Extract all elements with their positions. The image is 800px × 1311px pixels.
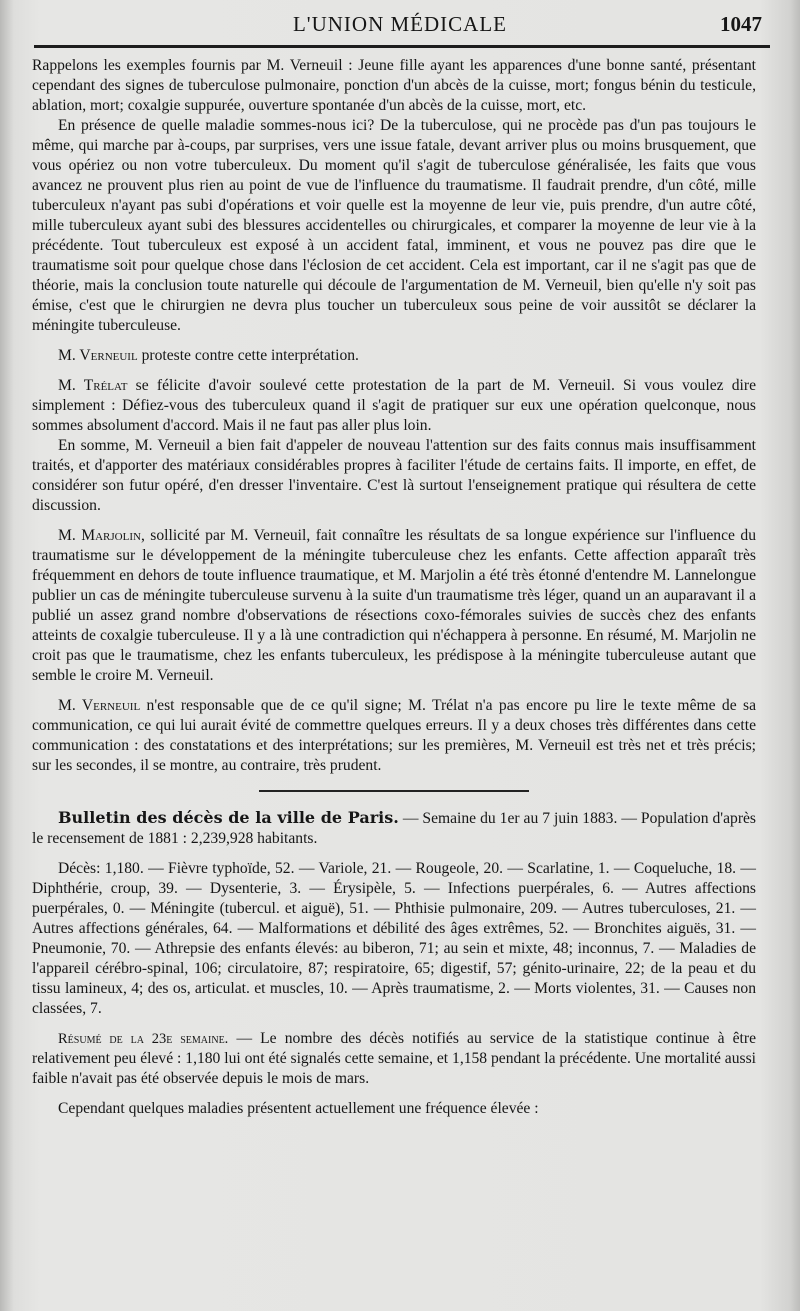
resume-text: — Le nombre des décès notifiés au service de la statistique continue à être relativement peu élevé : 1,180 lui ont été signalés cette semaine, et 1,158 pendant la précédente. Une mortalité aussi faible n'avait pas été observée depuis le mois de mars. [32,1030,756,1087]
paragraph-en-somme: En somme, M. Verneuil a bien fait d'appeler de nouveau l'attention sur des faits connus mais insuffisamment traités, et d'apporter des matériaux considérables propres à faciliter l'étude de certains faits. Il importe, en effet, de considérer son futur opéré, d'en dresser l'inventaire. C'est là surtout l'enseignement pratique qui résultera de cette discussion. [32,437,756,514]
speaker-name: M. Verneuil [58,347,138,364]
speaker-name: M. Trélat [58,377,128,394]
bulletin-title: Bulletin des décès de la ville de Paris. [58,808,399,827]
paragraph-verneuil-protest [32,346,756,366]
deces-statistics: Décès: 1,180. — Fièvre typhoïde, 52. — Variole, 21. — Rougeole, 20. — Scarlatine, 1. — Coqueluche, 18. — Diphthérie, croup, 39. — Dysenterie, 3. — Érysipèle, 5. — Infections puerpérales, 6. — Autres affections puerpérales, 0. — Méningite (tubercul. et aiguë), 51. — Phthisie pulmonaire, 209. — Autres tuberculoses, 21. — Autres affections générales, 64. — Malformations et débilité des âges extrêmes, 52. — Bronchites aiguës, 31. — Pneumonie, 70. — Athrepsie des enfants élevés: au biberon, 71; au sein et mixte, 48; inconnus, 7. — Maladies de l'appareil cérébro-spinal, 106; circulatoire, 87; respiratoire, 65; digestif, 57; génito-urinaire, 22; de la peau et du tissu lamineux, 4; des os, articulat. et muscles, 10. — Après traumatisme, 2. — Morts violentes, 31. — Causes non classées, 7. [32,860,756,1017]
paragraph-text: n'est responsable que de ce qu'il signe; M. Trélat n'a pas encore pu lire le texte même de sa communication, ce qui lui aurait évité de commettre quelques erreurs. Il y a deux choses très différentes dans cette communication : des constatations et des interprétations; sur les premières, M. Verneuil est très net et très précis; sur les secondes, il se montre, au contraire, très prudent. [32,697,756,774]
section-separator [259,790,529,792]
resume-label: Résumé de la 23e semaine. [58,1031,229,1047]
speaker-name: M. Marjolin [58,527,141,544]
paragraph-text: se félicite d'avoir soulevé cette protestation de la part de M. Verneuil. Si vous voulez dire simplement : Défiez-vous des tuberculeux quand il s'agit de pratiquer sur eux une opération quelconque, nous sommes absolument d'accord. Mais il ne faut pas aller plus loin. [32,377,756,434]
page-number: 1047 [720,12,762,36]
article-body [32,56,756,1119]
header-rule [34,45,770,48]
resume-paragraph [32,1029,756,1089]
paragraph-trelat [32,376,756,436]
bulletin-intro: — Semaine du 1er au 7 juin 1883. — Population d'après le recensement de 1881 : 2,239,928 habitants. [32,810,757,847]
bulletin-heading-paragraph [32,808,756,849]
closing-line: Cependant quelques maladies présentent actuellement une fréquence élevée : [58,1100,539,1117]
page-header [30,10,770,40]
paragraph-verneuil-reply [32,696,756,776]
paragraph-marjolin [32,526,756,686]
speaker-name: M. Verneuil [58,697,141,714]
running-title: L'UNION MÉDICALE [292,12,507,36]
paragraph-text: , sollicité par M. Verneuil, fait connaître les résultats de sa longue expérience sur l'influence du traumatisme sur le développement de la méningite tuberculeuse chez les enfants. Cette affection apparaît très fréquemment en dehors de toute influence traumatique, et M. Marjolin a été très étonné d'entendre M. Lannelongue publier un cas de méningite tuberculeuse survenu à la suite d'un traumatisme très léger, quand un an auparavant il a publié un assez grand nombre d'observations de résections coxo-fémorales suivies de succès chez des enfants atteints de coxalgie tuberculeuse. Il y a là une contradiction qui n'échappera à personne. En résumé, M. Marjolin ne croit pas que le traumatisme, chez les enfants tuberculeux, les prédispose à la méningite tuberculeuse autant que semble le croire M. Verneuil. [32,527,756,684]
paragraph-tuberculose: En présence de quelle maladie sommes-nous ici? De la tuberculose, qui ne procède pas d'un pas toujours le même, qui marche par à-coups, par surprises, vers une issue fatale, devant arriver plus ou moins brusquement, que vous opériez ou non votre tuberculeux. Du moment qu'il s'agit de tuberculose généralisée, les faits que vous avancez ne prouvent plus rien au point de vue de l'influence du traumatisme. Il faudrait prendre, d'un côté, mille tuberculeux n'ayant pas subi d'opérations et voir quelle est la moyenne de leur vie, puis prendre, d'un autre côté, mille tuberculeux ayant subi des blessures accidentelles ou chirurgicales, et comparer la moyenne de leur vie à la précédente. Tout tuberculeux est exposé à un accident fatal, imminent, et vous ne pouvez pas dire que le traumatisme soit pour quelque chose dans l'éclosion de cet accident. Cela est important, car il ne s'agit pas que de théorie, mais la conclusion toute naturelle qui découle de l'argumentation de M. Verneuil, bien qu'elle n'y soit pas émise, c'est que le chirurgien ne devra plus toucher un tuberculeux sous peine de voir aussitôt se déclarer la méningite tuberculeuse. [32,117,756,334]
paragraph-text: proteste contre cette interprétation. [137,347,359,364]
paragraph-verneuil-examples: Rappelons les exemples fournis par M. Verneuil : Jeune fille ayant les apparences d'une bonne santé, présentant cependant des signes de tuberculose pulmonaire, ponction d'un abcès de la cuisse, mort; fongus bénin du testicule, ablation, mort; coxalgie suppurée, ouverture spontanée d'un abcès de la cuisse, mort, etc. [32,57,756,114]
